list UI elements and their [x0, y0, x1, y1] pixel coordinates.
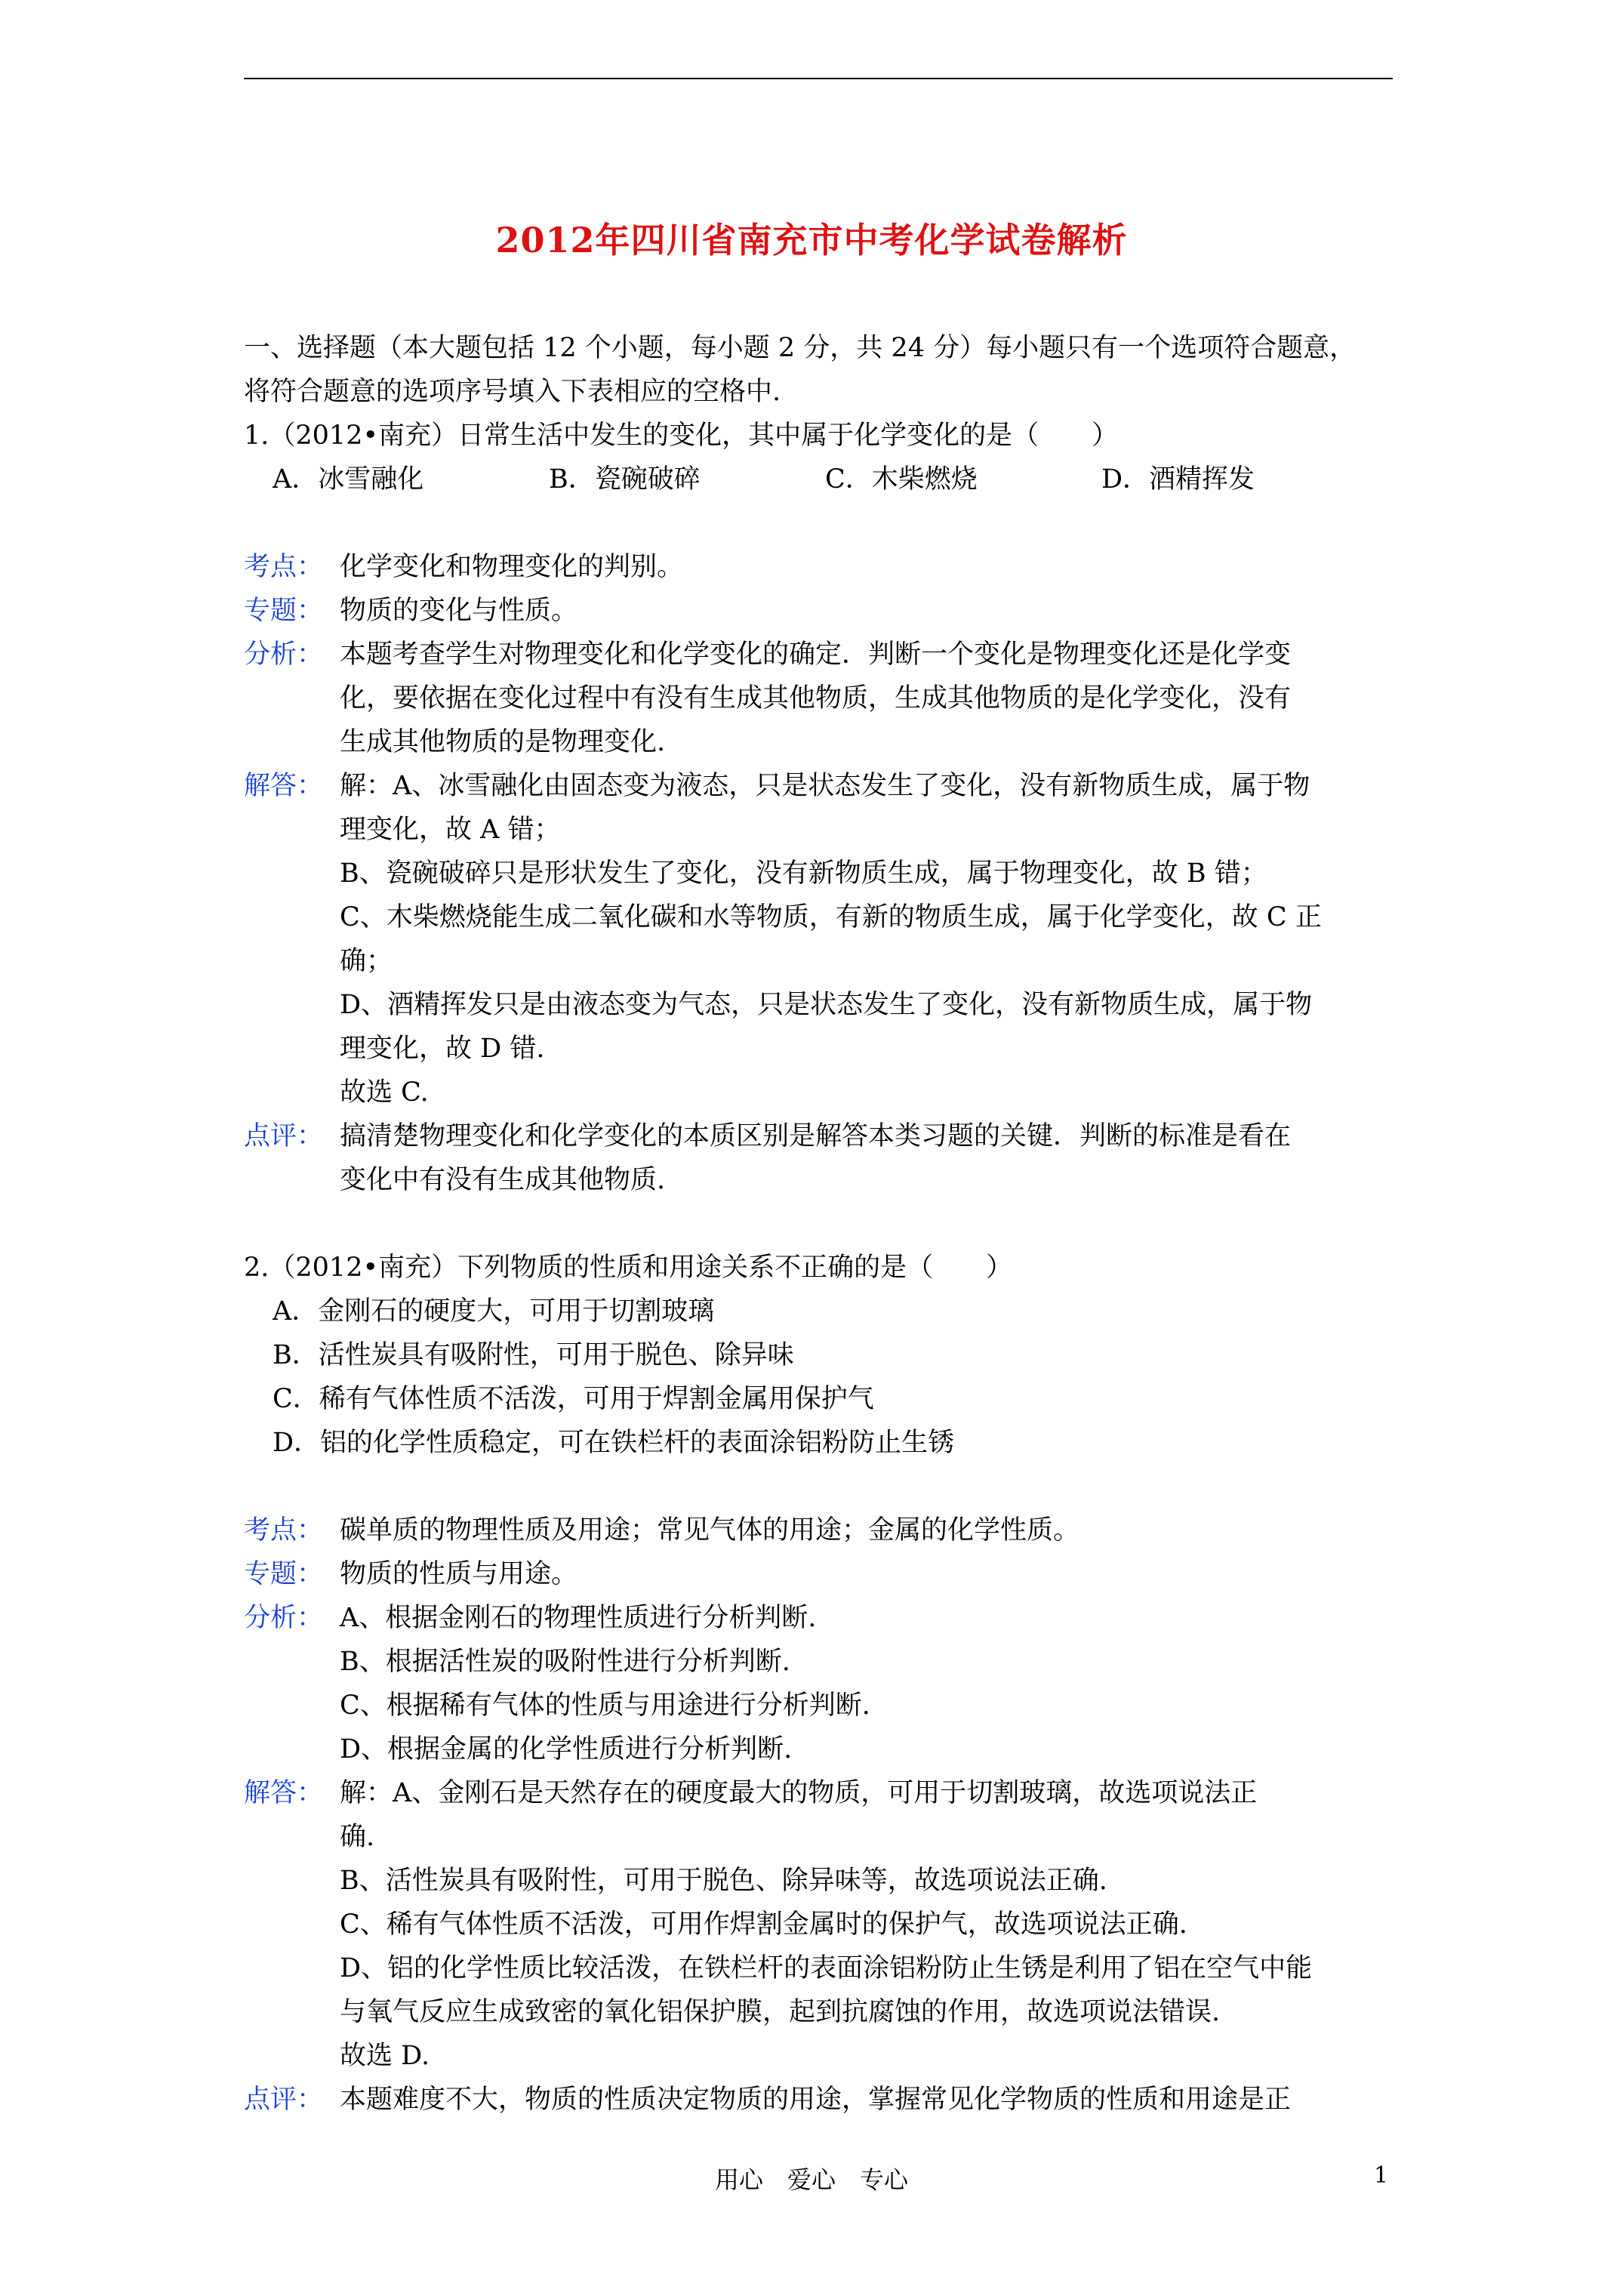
option-a: A．冰雪融化: [273, 464, 424, 495]
question-1-options: [244, 458, 1406, 501]
page-number: 1: [1374, 2162, 1389, 2189]
zhuanti-label: 专题：: [244, 1559, 324, 1589]
dianping-line: 搞清楚物理变化和化学变化的本质区别是解答本类习题的关键．判断的标准是看在: [340, 1121, 1292, 1151]
jieda-line: C、稀有气体性质不活泼，可用作焊割金属时的保护气，故选项说法正确.: [340, 1909, 1187, 1940]
question-1-stem: 1.（2012•南充）日常生活中发生的变化，其中属于化学变化的是（ ）: [244, 421, 1119, 451]
option-d: D．铝的化学性质稳定，可在铁栏杆的表面涂铝粉防止生锈: [273, 1428, 955, 1458]
question-2-stem: 2.（2012•南充）下列物质的性质和用途关系不正确的是（ ）: [244, 1253, 1013, 1283]
fenxi-line: C、根据稀有气体的性质与用途进行分析判断.: [340, 1690, 870, 1721]
q2-fenxi: [244, 1596, 1406, 1771]
q2-zhuanti: [244, 1552, 1406, 1596]
jieda-line: B、活性炭具有吸附性，可用于脱色、除异味等，故选项说法正确.: [340, 1866, 1107, 1896]
jieda-line: 与氧气反应生成致密的氧化铝保护膜，起到抗腐蚀的作用，故选项说法错误.: [340, 1997, 1221, 2027]
footer-motto: 用心 爱心 专心: [714, 2165, 908, 2194]
fenxi-line: A、根据金刚石的物理性质进行分析判断.: [340, 1603, 817, 1633]
spacer: [244, 1202, 1406, 1246]
option-b: B．瓷碗破碎: [549, 464, 701, 495]
q2-kaodian: [244, 1509, 1406, 1552]
q1-kaodian: [244, 545, 1406, 589]
q1-zhuanti: [244, 589, 1406, 633]
document-title: 2012年四川省南充市中考化学试卷解析: [495, 220, 1128, 260]
jieda-line: 解：A、冰雪融化由固态变为液态，只是状态发生了变化，没有新物质生成，属于物: [340, 771, 1310, 801]
jieda-line: C、木柴燃烧能生成二氧化碳和水等物质，有新的物质生成，属于化学变化，故 C 正: [340, 902, 1322, 932]
option-c: C．稀有气体性质不活泼，可用于焊割金属用保护气: [273, 1384, 874, 1414]
zhuanti-label: 专题：: [244, 596, 324, 626]
document-body: [244, 326, 1406, 2122]
jieda-line: 确.: [340, 1822, 375, 1852]
jieda-label: 解答：: [244, 1778, 324, 1808]
q1-dianping: [244, 1114, 1406, 1202]
fenxi-label: 分析：: [244, 1603, 324, 1633]
fenxi-label: 分析：: [244, 639, 324, 670]
section-intro-line: 将符合题意的选项序号填入下表相应的空格中.: [244, 377, 781, 407]
jieda-line: 理变化，故 A 错；: [340, 815, 561, 845]
dianping-label: 点评：: [244, 1121, 324, 1151]
dianping-line: 变化中有没有生成其他物质.: [340, 1165, 666, 1195]
q2-dianping: [244, 2078, 1406, 2122]
section-intro-line: 一、选择题（本大题包括 12 个小题，每小题 2 分，共 24 分）每小题只有一个选项符合题意，: [244, 333, 1357, 363]
option-c: C．木柴燃烧: [825, 464, 978, 495]
jieda-line: 理变化，故 D 错.: [340, 1034, 545, 1064]
fenxi-line: 本题考查学生对物理变化和化学变化的确定．判断一个变化是物理变化还是化学变: [340, 639, 1292, 670]
jieda-line: D、铝的化学性质比较活泼，在铁栏杆的表面涂铝粉防止生锈是利用了铝在空气中能: [340, 1953, 1313, 1983]
jieda-line: 故选 C.: [340, 1077, 429, 1108]
spacer: [244, 501, 1406, 545]
jieda-label: 解答：: [244, 771, 324, 801]
jieda-line: 解：A、金刚石是天然存在的硬度最大的物质，可用于切割玻璃，故选项说法正: [340, 1778, 1258, 1808]
kaodian-label: 考点：: [244, 552, 324, 582]
q1-fenxi: [244, 633, 1406, 764]
fenxi-line: D、根据金属的化学性质进行分析判断.: [340, 1734, 793, 1764]
jieda-line: 故选 D.: [340, 2041, 430, 2071]
spacer: [244, 1465, 1406, 1509]
dianping-label: 点评：: [244, 2085, 324, 2115]
jieda-line: 确；: [340, 946, 393, 976]
option-b: B．活性炭具有吸附性，可用于脱色、除异味: [273, 1340, 794, 1370]
q1-jieda: [244, 764, 1406, 1114]
fenxi-line: 化，要依据在变化过程中有没有生成其他物质，生成其他物质的是化学变化，没有: [340, 683, 1292, 713]
jieda-line: D、酒精挥发只是由液态变为气态，只是状态发生了变化，没有新物质生成，属于物: [340, 990, 1313, 1020]
kaodian-text: 碳单质的物理性质及用途；常见气体的用途；金属的化学性质。: [340, 1515, 1080, 1546]
fenxi-line: 生成其他物质的是物理变化.: [340, 727, 666, 757]
fenxi-line: B、根据活性炭的吸附性进行分析判断.: [340, 1647, 790, 1677]
kaodian-label: 考点：: [244, 1515, 324, 1546]
zhuanti-text: 物质的变化与性质。: [340, 596, 578, 626]
option-d: D．酒精挥发: [1101, 464, 1255, 495]
header-rule: [244, 78, 1393, 79]
zhuanti-text: 物质的性质与用途。: [340, 1559, 578, 1589]
jieda-line: B、瓷碗破碎只是形状发生了变化，没有新物质生成，属于物理变化，故 B 错；: [340, 858, 1267, 889]
kaodian-text: 化学变化和物理变化的判别。: [340, 552, 684, 582]
option-a: A．金刚石的硬度大，可用于切割玻璃: [273, 1296, 715, 1327]
q2-jieda: [244, 1771, 1406, 2078]
dianping-line: 本题难度不大，物质的性质决定物质的用途，掌握常见化学物质的性质和用途是正: [340, 2085, 1292, 2115]
